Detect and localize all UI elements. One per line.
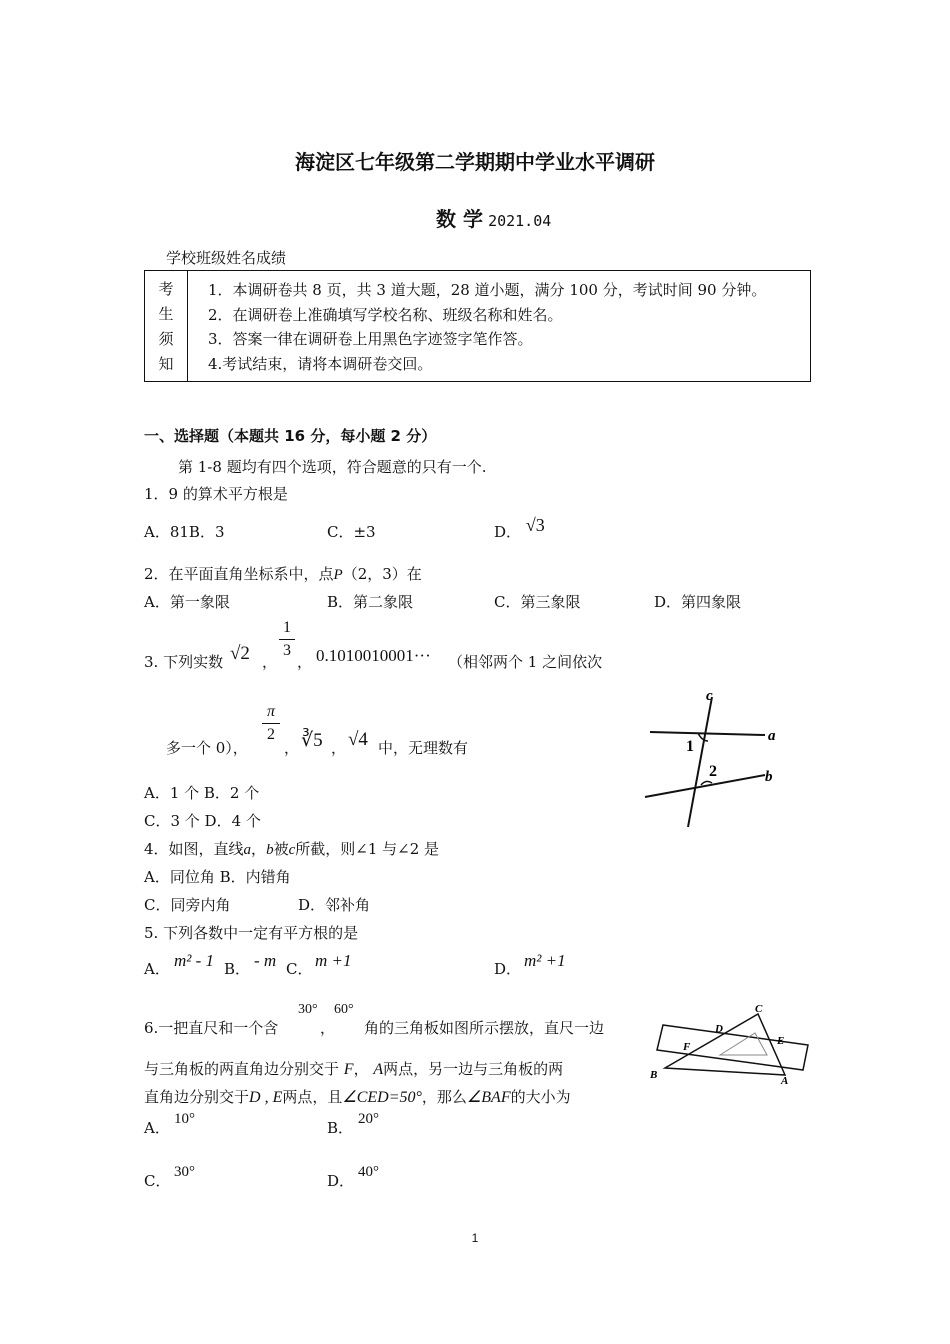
q3-line2-suffix: 中，无理数有 (378, 739, 469, 757)
notice-line: 2．在调研卷上准确填写学校名称、班级名称和姓名。 (208, 305, 563, 324)
q6-line3-suffix: 的大小为 (510, 1088, 571, 1106)
subject-title: 数 学 (436, 207, 483, 231)
label-E: E (777, 1035, 785, 1047)
q6-option-c-label: C． (144, 1172, 171, 1190)
q6-line3-mid2: ，那么 (421, 1088, 467, 1106)
q2-point: P (333, 567, 343, 583)
q6-deg30: 30° (298, 1002, 318, 1017)
label-C: C (755, 1003, 763, 1015)
q2-stem-prefix: 2．在平面直角坐标系中，点 (144, 565, 334, 583)
notice-line: 1．本调研卷共 8 页，共 3 道大题，28 道小题，满分 100 分，考试时间 90 分钟。 (208, 281, 767, 299)
notice-label-char: 知 (158, 355, 174, 373)
q3-cbrt5: ∛5 (301, 730, 323, 751)
q2-option-c: C．第三象限 (494, 593, 581, 611)
q3-stem-suffix: （相邻两个 1 之间依次 (448, 653, 603, 671)
label-F: F (683, 1041, 691, 1053)
q3-comma: ， (331, 739, 347, 757)
q5-option-b-math: - m (254, 951, 277, 970)
q4-var-a: a (243, 842, 252, 858)
q1-stem: 1．9 的算术平方根是 (144, 485, 288, 503)
section-title: 一、选择题（本题共 16 分，每小题 2 分） (144, 427, 437, 445)
q3-options-row2: C．3 个 D．4 个 (144, 812, 261, 830)
page-number: 1 (471, 1231, 479, 1245)
label-D: D (715, 1023, 723, 1035)
q5-option-c-math: m +1 (315, 951, 352, 970)
q3-fraction (279, 619, 295, 660)
q5-stem: 5. 下列各数中一定有平方根的是 (144, 924, 359, 942)
notice-label-char: 考 (158, 280, 174, 298)
label-a: a (768, 728, 776, 744)
q5-option-d-math: m² +1 (524, 951, 566, 970)
q3-pi-bar (262, 723, 280, 724)
section-instruction: 第 1-8 题均有四个选项，符合题意的只有一个. (178, 458, 487, 476)
q3-decimal: 0.1010010001··· (316, 646, 431, 665)
subject-line (436, 203, 551, 232)
q4-option-c: C．同旁内角 (144, 896, 231, 914)
notice-label (145, 271, 188, 382)
label-A: A (781, 1075, 789, 1087)
q4-sep: ， (251, 840, 267, 858)
q1-option-ab: A．81B．3 (144, 523, 225, 541)
q1-option-d-math: √3 (525, 515, 545, 535)
q3-sqrt4: √4 (348, 729, 368, 750)
label-c: c (706, 688, 713, 704)
q6-line2-sep: ， (353, 1060, 369, 1078)
label-angle-1: 1 (686, 738, 694, 755)
q6-figure (645, 998, 815, 1090)
notice-line: 3．答案一律在调研卷上用黑色字迹签字笔作答。 (208, 330, 533, 348)
page-title: 海淀区七年级第二学期期中学业水平调研 (295, 150, 655, 174)
q3-comma: ， (297, 653, 313, 671)
q3-frac-bar (279, 639, 295, 640)
line-b (645, 775, 765, 797)
q2-option-b: B．第二象限 (327, 593, 414, 611)
q6-stem-prefix: 6.一把直尺和一个含 (144, 1019, 279, 1037)
label-angle-2: 2 (709, 763, 717, 780)
notice-line: 4.考试结束，请将本调研卷交回。 (208, 354, 433, 373)
q3-sqrt2: √2 (230, 643, 250, 664)
notice-label-char: 生 (158, 305, 174, 323)
q5-option-a-label: A． (144, 960, 170, 978)
line-a (650, 732, 765, 735)
q5-option-a-math: m² - 1 (174, 951, 215, 970)
q6-line3-mid: 两点，且 (282, 1088, 343, 1106)
q6-option-c-value: 30° (174, 1164, 195, 1180)
q6-option-a-label: A． (144, 1119, 170, 1137)
q2-option-d: D．第四象限 (654, 593, 742, 611)
q4-var-b: b (266, 842, 274, 858)
q6-option-a-value: 10° (174, 1111, 195, 1127)
label-b: b (765, 769, 773, 785)
student-info-line: 学校班级姓名成绩 (166, 249, 287, 267)
q6-line3-prefix: 直角边分别交于 (144, 1088, 250, 1106)
q6-angle-ced: ∠CED=50° (342, 1089, 422, 1106)
label-B: B (650, 1069, 658, 1081)
q4-suffix: 所截，则∠1 与∠2 是 (295, 840, 440, 858)
q1-option-d-label: D． (494, 523, 522, 541)
q6-points-de: D , E (249, 1089, 283, 1106)
q6-option-b-value: 20° (358, 1111, 379, 1127)
q4-figure (640, 685, 790, 835)
q3-two: 2 (267, 726, 275, 743)
q4-mid: 被 (273, 840, 289, 858)
q4-stem (144, 838, 439, 859)
q3-pi-fraction (262, 703, 280, 744)
q3-comma: ， (262, 653, 278, 671)
q1-option-c: C．±3 (327, 523, 376, 541)
q6-line2 (144, 1058, 563, 1079)
q2-stem-suffix: （2，3）在 (342, 565, 422, 583)
q6-deg60: 60° (334, 1002, 354, 1017)
q6-line2-prefix: 与三角板的两直角边分别交于 (144, 1060, 340, 1078)
q2-option-a: A．第一象限 (144, 593, 230, 611)
q3-stem-prefix: 3. 下列实数 (144, 653, 224, 671)
notice-table (144, 270, 811, 382)
q4-var-c: c (288, 842, 296, 858)
q5-option-d-label: D． (494, 960, 522, 978)
notice-label-char: 须 (158, 330, 174, 348)
q6-line3 (144, 1086, 571, 1107)
q2-stem (144, 563, 422, 584)
q6-angle-baf: ∠BAF (466, 1089, 511, 1106)
q3-line2-prefix: 多一个 0）， (166, 739, 248, 757)
q6-point-a: A (373, 1061, 384, 1078)
line-c (688, 697, 712, 827)
q6-option-b-label: B． (327, 1119, 354, 1137)
q4-stem-prefix: 4．如图，直线 (144, 840, 244, 858)
notice-lines (188, 271, 811, 382)
q6-comma: ， (320, 1019, 336, 1037)
q6-stem-line1-suffix: 角的三角板如图所示摆放，直尺一边 (364, 1019, 605, 1037)
q3-options-row1: A．1 个 B．2 个 (144, 784, 260, 802)
q6-point-f: F (343, 1061, 354, 1078)
q5-option-c-label: C． (286, 960, 313, 978)
q1-option-d (494, 515, 545, 542)
q4-option-d: D．邻补角 (298, 896, 371, 914)
q3-frac-den: 3 (283, 642, 291, 659)
q6-option-d-label: D． (327, 1172, 355, 1190)
q3-frac-num: 1 (283, 619, 291, 636)
exam-date: 2021.04 (488, 212, 552, 230)
q6-option-d-value: 40° (358, 1164, 379, 1180)
q3-comma: ， (284, 739, 300, 757)
q5-option-b-label: B． (224, 960, 251, 978)
q4-options-row1: A．同位角 B．内错角 (144, 868, 291, 886)
q6-line2-suffix: 两点，另一边与三角板的两 (383, 1060, 564, 1078)
q3-pi: π (266, 703, 275, 720)
